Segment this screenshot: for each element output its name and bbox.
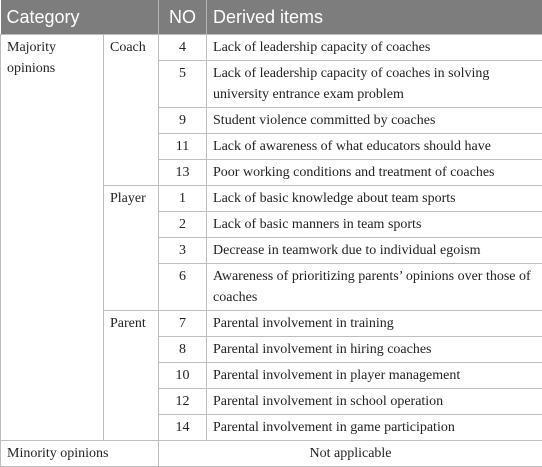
derived-item: Lack of leadership capacity of coaches in solving university entrance exam problem xyxy=(207,61,542,108)
derived-item: Lack of awareness of what educators should have xyxy=(207,134,542,160)
majority-opinions-label: Majority opinions xyxy=(1,35,104,441)
group-label-parent: Parent xyxy=(104,311,159,441)
item-number: 9 xyxy=(159,108,207,134)
derived-item: Parental involvement in player management xyxy=(207,363,542,389)
item-number: 10 xyxy=(159,363,207,389)
derived-item: Parental involvement in training xyxy=(207,311,542,337)
item-number: 7 xyxy=(159,311,207,337)
item-number: 6 xyxy=(159,264,207,311)
item-number: 1 xyxy=(159,186,207,212)
derived-item: Lack of leadership capacity of coaches xyxy=(207,35,542,61)
derived-item: Awareness of prioritizing parents’ opinions over those of coaches xyxy=(207,264,542,311)
item-number: 4 xyxy=(159,35,207,61)
derived-item: Poor working conditions and treatment of coaches xyxy=(207,160,542,186)
header-derived-items: Derived items xyxy=(207,0,542,35)
derived-item: Lack of basic manners in team sports xyxy=(207,212,542,238)
minority-opinions-value: Not applicable xyxy=(159,441,542,467)
header-no: NO xyxy=(159,0,207,35)
header-category: Category xyxy=(1,0,159,35)
item-number: 14 xyxy=(159,415,207,441)
derived-item: Parental involvement in game participation xyxy=(207,415,542,441)
item-number: 3 xyxy=(159,238,207,264)
item-number: 13 xyxy=(159,160,207,186)
derived-item: Decrease in teamwork due to individual egoism xyxy=(207,238,542,264)
header-row xyxy=(1,0,542,35)
item-number: 5 xyxy=(159,61,207,108)
item-number: 11 xyxy=(159,134,207,160)
item-number: 2 xyxy=(159,212,207,238)
derived-item: Parental involvement in school operation xyxy=(207,389,542,415)
derived-item: Parental involvement in hiring coaches xyxy=(207,337,542,363)
derived-item: Lack of basic knowledge about team sports xyxy=(207,186,542,212)
derived-item: Student violence committed by coaches xyxy=(207,108,542,134)
group-label-coach: Coach xyxy=(104,35,159,186)
group-label-player: Player xyxy=(104,186,159,311)
table-row xyxy=(1,35,542,61)
minority-opinions-label: Minority opinions xyxy=(1,441,159,467)
item-number: 8 xyxy=(159,337,207,363)
item-number: 12 xyxy=(159,389,207,415)
